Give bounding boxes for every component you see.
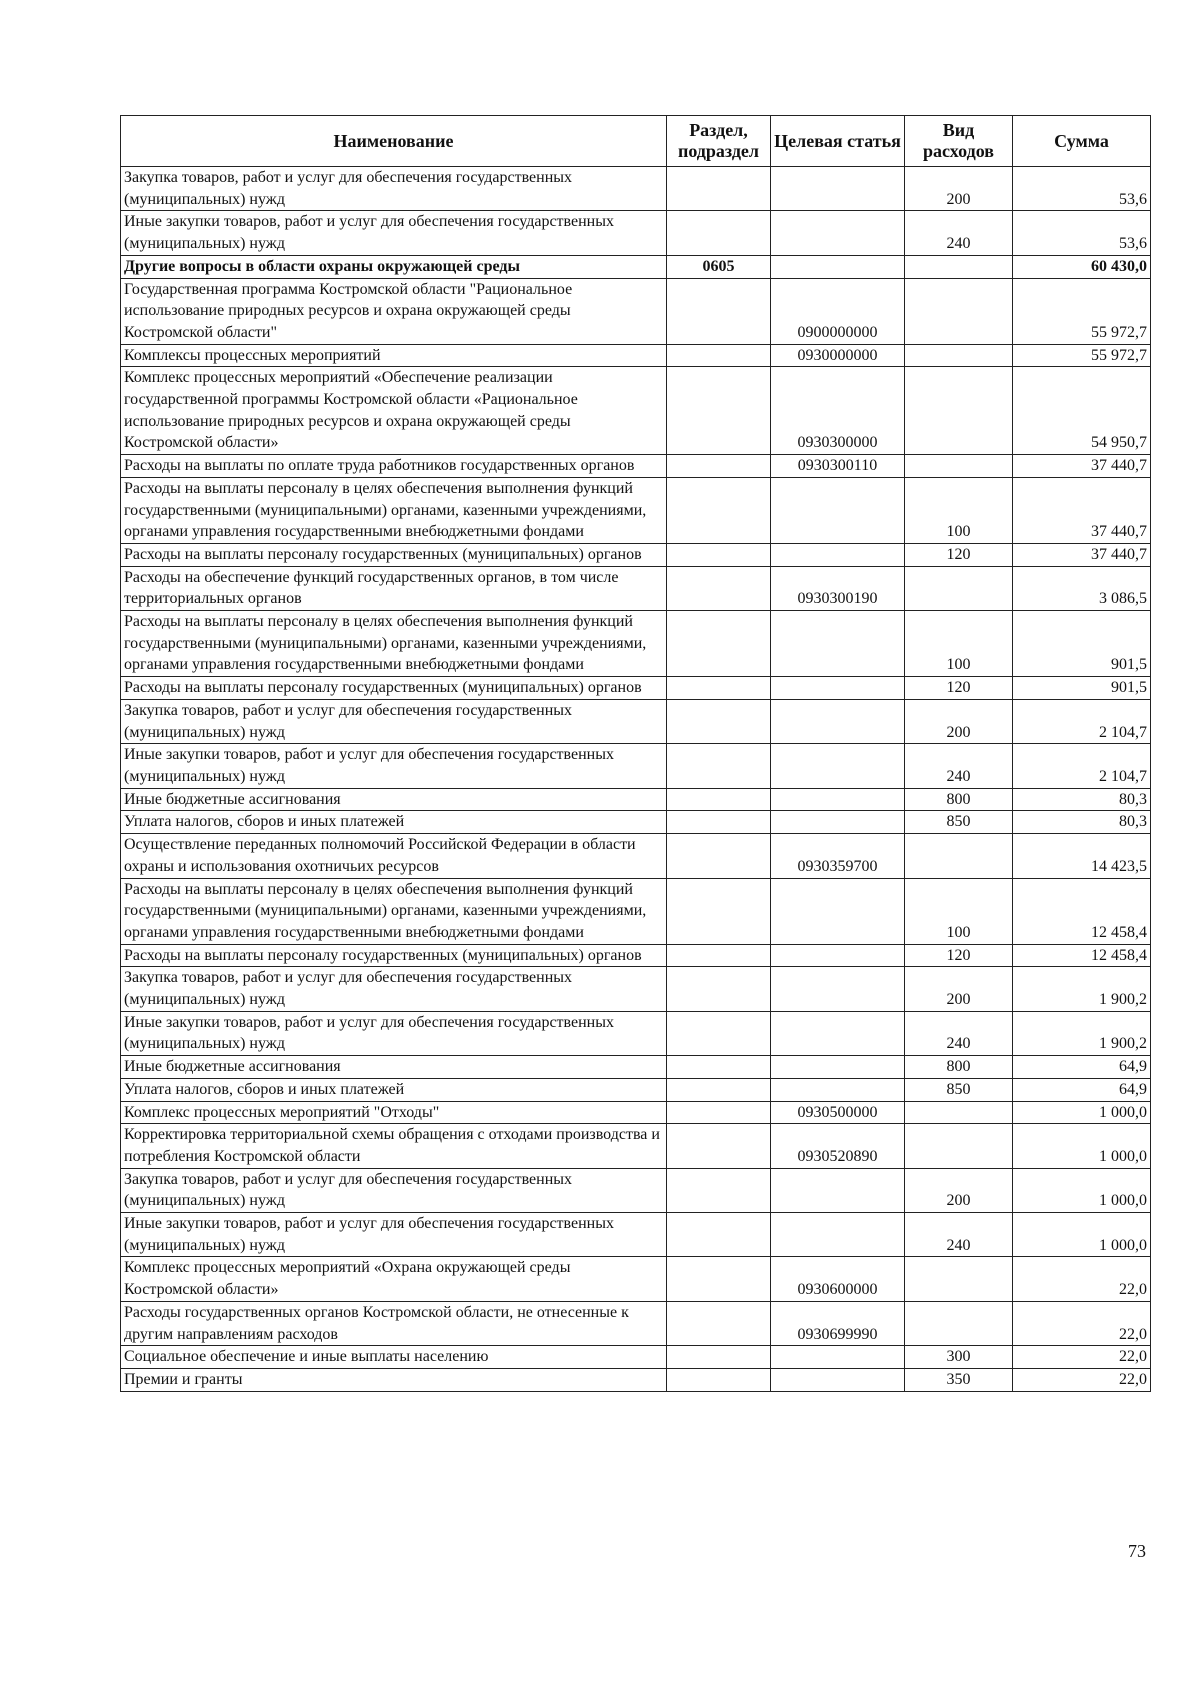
row-section: [667, 1011, 771, 1055]
row-sum: 1 000,0: [1013, 1124, 1151, 1168]
row-section: [667, 543, 771, 566]
row-name: Расходы на выплаты персоналу государственных (муниципальных) органов: [121, 543, 667, 566]
row-sum: 1 900,2: [1013, 967, 1151, 1011]
row-section: [667, 834, 771, 878]
page-number: 73: [1128, 1541, 1146, 1561]
row-target: 0930500000: [771, 1101, 905, 1124]
row-section: [667, 788, 771, 811]
row-section: [667, 944, 771, 967]
row-kind: 120: [905, 543, 1013, 566]
row-target: [771, 543, 905, 566]
row-target: [771, 1078, 905, 1101]
row-kind: [905, 455, 1013, 478]
row-section: [667, 455, 771, 478]
row-sum: 12 458,4: [1013, 878, 1151, 944]
row-kind: [905, 1101, 1013, 1124]
row-sum: 14 423,5: [1013, 834, 1151, 878]
row-section: [667, 811, 771, 834]
row-name: Закупка товаров, работ и услуг для обеспечения государственных (муниципальных) нужд: [121, 1168, 667, 1212]
row-name: Расходы на выплаты персоналу в целях обеспечения выполнения функций государственными (муниципальными) органами, казенными учреждениями, органами управления государственными внебюджетными фондами: [121, 878, 667, 944]
row-kind: 850: [905, 811, 1013, 834]
row-kind: 300: [905, 1346, 1013, 1369]
row-section: [667, 1056, 771, 1079]
row-target: 0930359700: [771, 834, 905, 878]
row-sum: 2 104,7: [1013, 744, 1151, 788]
row-name: Другие вопросы в области охраны окружающей среды: [121, 255, 667, 278]
row-kind: 240: [905, 1011, 1013, 1055]
row-section: [667, 1213, 771, 1257]
row-section: [667, 367, 771, 455]
row-section: [667, 1124, 771, 1168]
row-sum: 2 104,7: [1013, 699, 1151, 743]
row-name: Государственная программа Костромской области "Рациональное использование природных ресурсов и охрана окружающей среды Костромской области": [121, 278, 667, 344]
row-section: [667, 677, 771, 700]
row-sum: 60 430,0: [1013, 255, 1151, 278]
row-name: Расходы на выплаты персоналу в целях обеспечения выполнения функций государственными (муниципальными) органами, казенными учреждениями, органами управления государственными внебюджетными фондами: [121, 477, 667, 543]
row-section: [667, 967, 771, 1011]
row-target: [771, 677, 905, 700]
row-section: [667, 1368, 771, 1391]
row-section: [667, 744, 771, 788]
row-name: Закупка товаров, работ и услуг для обеспечения государственных (муниципальных) нужд: [121, 699, 667, 743]
row-kind: 200: [905, 167, 1013, 211]
table-row: [121, 167, 1151, 211]
row-kind: [905, 255, 1013, 278]
table-row: [121, 543, 1151, 566]
row-target: 0930520890: [771, 1124, 905, 1168]
row-target: [771, 1368, 905, 1391]
row-target: [771, 744, 905, 788]
row-kind: 350: [905, 1368, 1013, 1391]
row-kind: 240: [905, 211, 1013, 255]
row-kind: 240: [905, 1213, 1013, 1257]
table-row: [121, 255, 1151, 278]
row-kind: 120: [905, 677, 1013, 700]
table-row: [121, 834, 1151, 878]
row-sum: 22,0: [1013, 1301, 1151, 1345]
row-sum: 53,6: [1013, 211, 1151, 255]
row-kind: 800: [905, 1056, 1013, 1079]
table-row: [121, 1124, 1151, 1168]
table-row: [121, 967, 1151, 1011]
row-name: Комплекс процессных мероприятий "Отходы": [121, 1101, 667, 1124]
row-kind: [905, 1301, 1013, 1345]
table-row: [121, 611, 1151, 677]
row-section: [667, 1257, 771, 1301]
table-row: [121, 944, 1151, 967]
row-sum: 3 086,5: [1013, 566, 1151, 610]
row-name: Иные закупки товаров, работ и услуг для обеспечения государственных (муниципальных) нужд: [121, 1011, 667, 1055]
row-target: 0900000000: [771, 278, 905, 344]
row-name: Расходы государственных органов Костромской области, не отнесенные к другим направлениям расходов: [121, 1301, 667, 1345]
table-row: [121, 788, 1151, 811]
row-section: [667, 566, 771, 610]
row-kind: [905, 367, 1013, 455]
table-row: [121, 455, 1151, 478]
header-target: Целевая статья: [771, 116, 905, 167]
table-row: [121, 677, 1151, 700]
row-name: Расходы на выплаты по оплате труда работников государственных органов: [121, 455, 667, 478]
row-name: Премии и гранты: [121, 1368, 667, 1391]
table-row: [121, 1368, 1151, 1391]
row-target: [771, 1056, 905, 1079]
row-target: 0930000000: [771, 344, 905, 367]
table-body: [121, 167, 1151, 1392]
row-target: [771, 811, 905, 834]
row-name: Закупка товаров, работ и услуг для обеспечения государственных (муниципальных) нужд: [121, 167, 667, 211]
row-sum: 55 972,7: [1013, 344, 1151, 367]
table-row: [121, 566, 1151, 610]
row-kind: 100: [905, 477, 1013, 543]
row-sum: 54 950,7: [1013, 367, 1151, 455]
row-sum: 12 458,4: [1013, 944, 1151, 967]
row-target: 0930300110: [771, 455, 905, 478]
header-sum: Сумма: [1013, 116, 1151, 167]
row-sum: 22,0: [1013, 1346, 1151, 1369]
table-row: [121, 1257, 1151, 1301]
row-target: [771, 167, 905, 211]
row-name: Закупка товаров, работ и услуг для обеспечения государственных (муниципальных) нужд: [121, 967, 667, 1011]
table-row: [121, 211, 1151, 255]
row-sum: 64,9: [1013, 1056, 1151, 1079]
row-target: [771, 611, 905, 677]
row-target: [771, 1213, 905, 1257]
row-target: 0930300190: [771, 566, 905, 610]
table-row: [121, 1346, 1151, 1369]
row-name: Иные закупки товаров, работ и услуг для обеспечения государственных (муниципальных) нужд: [121, 1213, 667, 1257]
row-section: [667, 211, 771, 255]
row-sum: 37 440,7: [1013, 543, 1151, 566]
row-name: Иные бюджетные ассигнования: [121, 788, 667, 811]
row-name: Комплекс процессных мероприятий «Обеспечение реализации государственной программы Костромской области «Рациональное использование природных ресурсов и охрана окружающей среды Костромской области»: [121, 367, 667, 455]
row-section: [667, 1301, 771, 1345]
row-name: Уплата налогов, сборов и иных платежей: [121, 1078, 667, 1101]
table-row: [121, 477, 1151, 543]
row-kind: 100: [905, 878, 1013, 944]
row-sum: 22,0: [1013, 1368, 1151, 1391]
row-sum: 1 900,2: [1013, 1011, 1151, 1055]
table-row: [121, 1213, 1151, 1257]
row-target: [771, 477, 905, 543]
row-sum: 1 000,0: [1013, 1213, 1151, 1257]
row-kind: [905, 566, 1013, 610]
row-kind: [905, 1257, 1013, 1301]
row-section: [667, 167, 771, 211]
table-row: [121, 1101, 1151, 1124]
row-name: Комплекс процессных мероприятий «Охрана окружающей среды Костромской области»: [121, 1257, 667, 1301]
row-name: Комплексы процессных мероприятий: [121, 344, 667, 367]
row-kind: [905, 344, 1013, 367]
row-sum: 901,5: [1013, 611, 1151, 677]
header-name: Наименование: [121, 116, 667, 167]
row-target: 0930600000: [771, 1257, 905, 1301]
row-kind: 200: [905, 967, 1013, 1011]
row-section: [667, 611, 771, 677]
row-sum: 37 440,7: [1013, 477, 1151, 543]
row-section: [667, 1078, 771, 1101]
table-row: [121, 278, 1151, 344]
row-name: Иные закупки товаров, работ и услуг для обеспечения государственных (муниципальных) нужд: [121, 744, 667, 788]
row-target: [771, 967, 905, 1011]
row-name: Расходы на выплаты персоналу государственных (муниципальных) органов: [121, 944, 667, 967]
row-sum: 901,5: [1013, 677, 1151, 700]
table-row: [121, 1301, 1151, 1345]
row-kind: 100: [905, 611, 1013, 677]
row-sum: 22,0: [1013, 1257, 1151, 1301]
row-sum: 55 972,7: [1013, 278, 1151, 344]
row-sum: 1 000,0: [1013, 1168, 1151, 1212]
row-kind: 800: [905, 788, 1013, 811]
row-target: [771, 1168, 905, 1212]
row-kind: [905, 278, 1013, 344]
table-header: [121, 116, 1151, 167]
header-kind: Вид расходов: [905, 116, 1013, 167]
row-kind: 200: [905, 699, 1013, 743]
row-section: [667, 699, 771, 743]
row-name: Уплата налогов, сборов и иных платежей: [121, 811, 667, 834]
table-row: [121, 344, 1151, 367]
row-section: [667, 1168, 771, 1212]
row-kind: [905, 1124, 1013, 1168]
row-target: [771, 255, 905, 278]
row-section: [667, 1101, 771, 1124]
table-row: [121, 367, 1151, 455]
row-section: [667, 344, 771, 367]
row-name: Социальное обеспечение и иные выплаты населению: [121, 1346, 667, 1369]
row-name: Осуществление переданных полномочий Российской Федерации в области охраны и использования охотничьих ресурсов: [121, 834, 667, 878]
row-sum: 1 000,0: [1013, 1101, 1151, 1124]
row-name: Иные бюджетные ассигнования: [121, 1056, 667, 1079]
row-name: Расходы на обеспечение функций государственных органов, в том числе территориальных органов: [121, 566, 667, 610]
row-target: [771, 211, 905, 255]
row-target: 0930300000: [771, 367, 905, 455]
row-name: Иные закупки товаров, работ и услуг для обеспечения государственных (муниципальных) нужд: [121, 211, 667, 255]
row-section: [667, 477, 771, 543]
row-target: [771, 944, 905, 967]
row-sum: 53,6: [1013, 167, 1151, 211]
row-sum: 64,9: [1013, 1078, 1151, 1101]
table-row: [121, 744, 1151, 788]
row-sum: 80,3: [1013, 811, 1151, 834]
row-section: [667, 878, 771, 944]
row-section: 0605: [667, 255, 771, 278]
row-section: [667, 1346, 771, 1369]
row-section: [667, 278, 771, 344]
row-kind: [905, 834, 1013, 878]
row-kind: 200: [905, 1168, 1013, 1212]
row-name: Расходы на выплаты персоналу в целях обеспечения выполнения функций государственными (муниципальными) органами, казенными учреждениями, органами управления государственными внебюджетными фондами: [121, 611, 667, 677]
header-section: Раздел, подраздел: [667, 116, 771, 167]
row-target: 0930699990: [771, 1301, 905, 1345]
row-target: [771, 1346, 905, 1369]
row-target: [771, 699, 905, 743]
table-row: [121, 1011, 1151, 1055]
table-row: [121, 878, 1151, 944]
table-row: [121, 1056, 1151, 1079]
table-row: [121, 1078, 1151, 1101]
row-sum: 37 440,7: [1013, 455, 1151, 478]
header-row: [121, 116, 1151, 167]
row-kind: 850: [905, 1078, 1013, 1101]
row-target: [771, 1011, 905, 1055]
row-sum: 80,3: [1013, 788, 1151, 811]
row-name: Расходы на выплаты персоналу государственных (муниципальных) органов: [121, 677, 667, 700]
row-kind: 120: [905, 944, 1013, 967]
budget-table: [120, 115, 1151, 1392]
table-row: [121, 811, 1151, 834]
row-kind: 240: [905, 744, 1013, 788]
row-name: Корректировка территориальной схемы обращения с отходами производства и потребления Костромской области: [121, 1124, 667, 1168]
table-row: [121, 699, 1151, 743]
table-row: [121, 1168, 1151, 1212]
row-target: [771, 878, 905, 944]
row-target: [771, 788, 905, 811]
